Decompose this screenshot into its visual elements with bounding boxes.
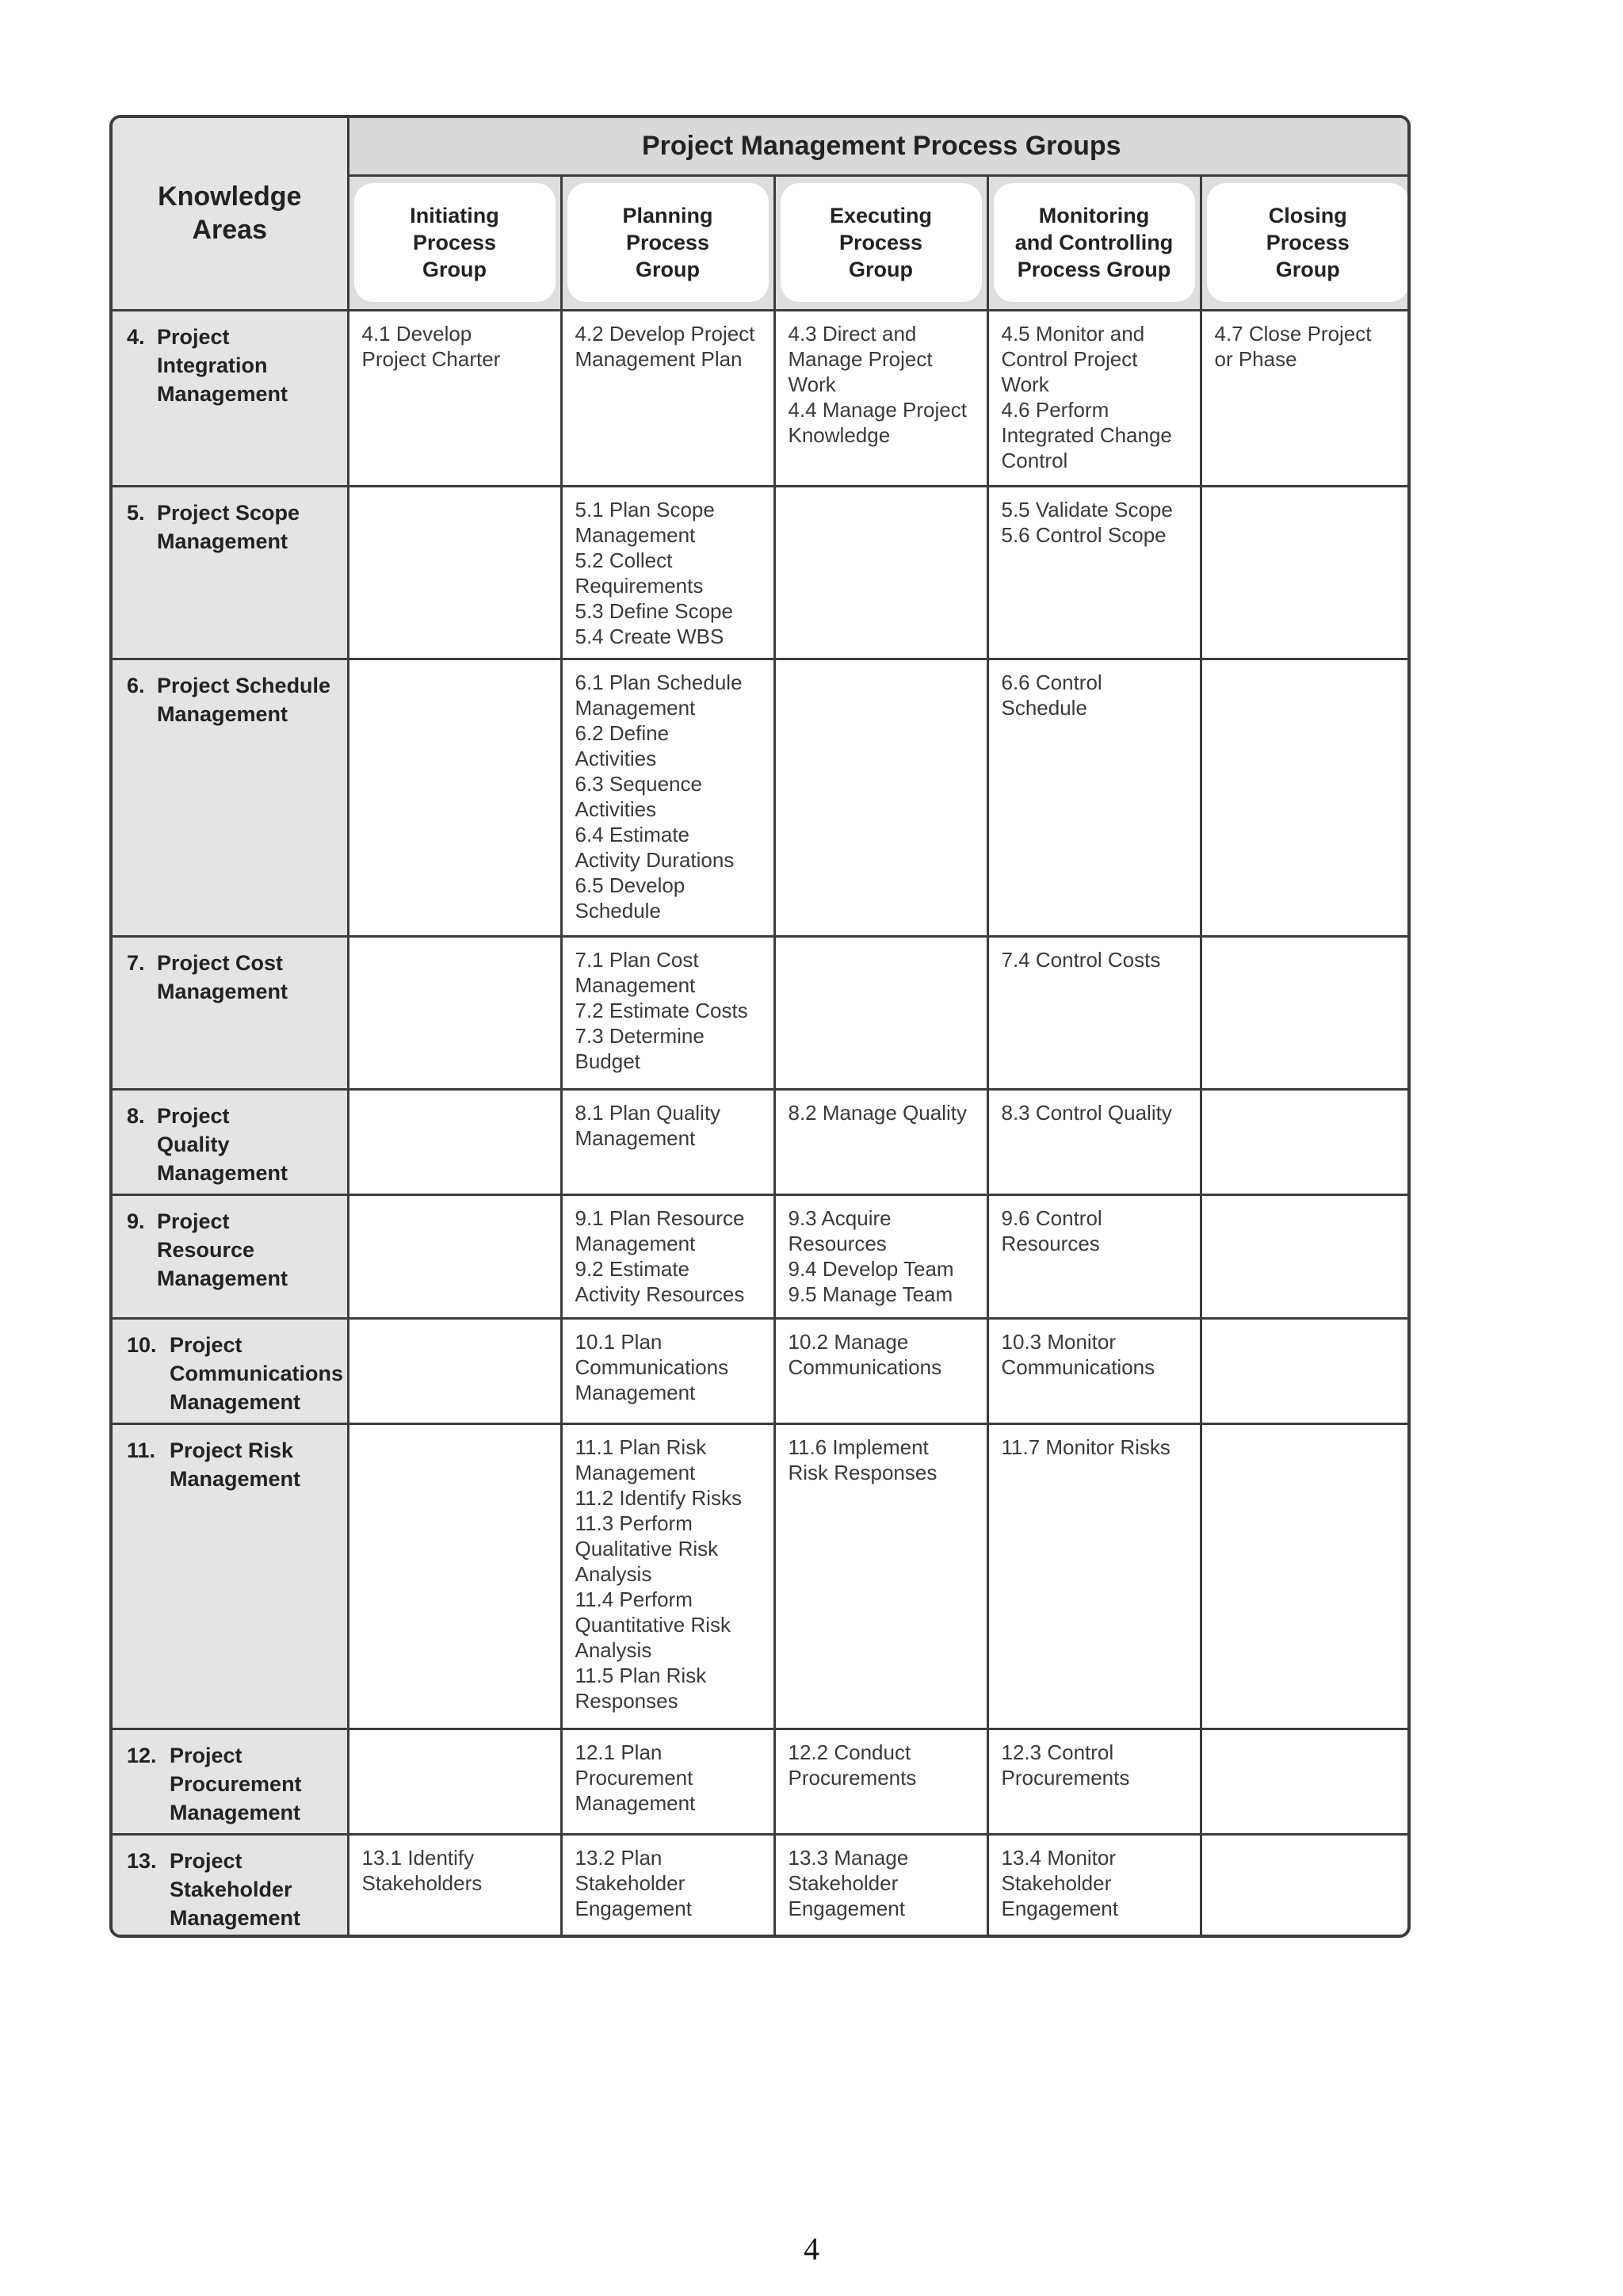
process-group-label: Monitoring and Controlling Process Group bbox=[994, 183, 1195, 302]
knowledge-area-label: Project Communications Management bbox=[170, 1332, 344, 1414]
process-cell-executing bbox=[774, 1318, 987, 1423]
knowledge-area-label: Project Quality Management bbox=[157, 1103, 288, 1185]
process-cell-monitoring-controlling bbox=[987, 1729, 1201, 1834]
process-item: 5.2 Collect Requirements bbox=[575, 548, 704, 598]
process-item: 5.1 Plan Scope Management bbox=[575, 497, 715, 547]
process-item: 4.7 Close Project or Phase bbox=[1214, 321, 1372, 371]
process-cell-closing bbox=[1201, 1318, 1411, 1423]
process-cell-initiating bbox=[348, 310, 561, 486]
process-group-label: Closing Process Group bbox=[1207, 183, 1410, 302]
process-cell-planning bbox=[561, 1423, 774, 1729]
process-cell-closing bbox=[1201, 1194, 1411, 1318]
process-cell-planning bbox=[561, 1729, 774, 1834]
process-cell-planning bbox=[561, 1089, 774, 1194]
process-item: 7.3 Determine Budget bbox=[575, 1023, 705, 1073]
process-item: 6.5 Develop Schedule bbox=[575, 873, 685, 923]
process-cell-initiating bbox=[348, 1089, 561, 1194]
process-item: 6.2 Define Activities bbox=[575, 720, 670, 770]
process-item: 4.6 Perform Integrated Change Control bbox=[1001, 397, 1172, 472]
knowledge-area-label: Project Cost Management bbox=[157, 950, 288, 1003]
process-item: 5.3 Define Scope bbox=[575, 598, 733, 623]
knowledge-area-label: Project Risk Management bbox=[170, 1438, 301, 1491]
process-item: 10.2 Manage Communications bbox=[788, 1329, 942, 1379]
process-cell-monitoring-controlling bbox=[987, 1089, 1201, 1194]
knowledge-area-cell bbox=[113, 1423, 348, 1729]
process-item: 11.3 Perform Qualitative Risk Analysis bbox=[575, 1511, 719, 1586]
process-group-header-executing bbox=[774, 175, 987, 310]
process-item: 11.7 Monitor Risks bbox=[1001, 1435, 1170, 1459]
process-cell-initiating bbox=[348, 1194, 561, 1318]
process-cell-executing bbox=[774, 1089, 987, 1194]
process-item: 6.1 Plan Schedule Management bbox=[575, 670, 743, 720]
knowledge-area-cell bbox=[113, 659, 348, 936]
process-item: 9.6 Control Resources bbox=[1001, 1205, 1102, 1255]
process-cell-closing bbox=[1201, 659, 1411, 936]
process-cell-initiating bbox=[348, 659, 561, 936]
knowledge-area-number: 8. bbox=[127, 1103, 145, 1128]
knowledge-area-number: 11. bbox=[127, 1438, 156, 1462]
knowledge-area-cell bbox=[113, 310, 348, 486]
process-group-label: Planning Process Group bbox=[567, 183, 769, 302]
process-item: 4.3 Direct and Manage Project Work bbox=[788, 321, 933, 396]
knowledge-area-label: Project Stakeholder Management bbox=[170, 1848, 301, 1930]
process-item: 5.6 Control Scope bbox=[1001, 522, 1167, 547]
process-item: 6.4 Estimate Activity Durations bbox=[575, 822, 735, 872]
table-row bbox=[113, 1318, 1411, 1423]
process-cell-monitoring-controlling bbox=[987, 1194, 1201, 1318]
process-item: 11.5 Plan Risk Responses bbox=[575, 1663, 707, 1713]
knowledge-area-cell bbox=[113, 1834, 348, 1938]
process-item: 9.4 Develop Team bbox=[788, 1256, 954, 1281]
process-cell-closing bbox=[1201, 310, 1411, 486]
process-cell-monitoring-controlling bbox=[987, 659, 1201, 936]
process-item: 7.4 Control Costs bbox=[1001, 947, 1161, 972]
process-cell-monitoring-controlling bbox=[987, 1834, 1201, 1938]
table-row bbox=[113, 1423, 1411, 1729]
process-cell-monitoring-controlling bbox=[987, 1318, 1201, 1423]
process-group-header-initiating bbox=[348, 175, 561, 310]
process-cell-closing bbox=[1201, 486, 1411, 659]
process-item: 9.1 Plan Resource Management bbox=[575, 1205, 745, 1255]
knowledge-area-number: 9. bbox=[127, 1209, 145, 1233]
knowledge-area-number: 5. bbox=[127, 500, 145, 525]
process-cell-monitoring-controlling bbox=[987, 486, 1201, 659]
process-cell-closing bbox=[1201, 1423, 1411, 1729]
process-cell-executing bbox=[774, 936, 987, 1089]
process-item: 13.1 Identify Stakeholders bbox=[361, 1845, 483, 1895]
process-group-header-planning bbox=[561, 175, 774, 310]
knowledge-area-number: 13. bbox=[127, 1848, 157, 1873]
knowledge-area-cell bbox=[113, 1089, 348, 1194]
process-cell-closing bbox=[1201, 1834, 1411, 1938]
process-groups-table bbox=[113, 118, 1411, 1938]
knowledge-area-number: 12. bbox=[127, 1743, 157, 1767]
process-item: 4.1 Develop Project Charter bbox=[361, 321, 501, 371]
process-cell-initiating bbox=[348, 936, 561, 1089]
process-cell-initiating bbox=[348, 486, 561, 659]
knowledge-area-label: Project Schedule Management bbox=[157, 673, 331, 726]
process-item: 12.2 Conduct Procurements bbox=[788, 1740, 917, 1790]
knowledge-area-cell bbox=[113, 1318, 348, 1423]
process-item: 12.1 Plan Procurement Management bbox=[575, 1740, 696, 1815]
process-item: 12.3 Control Procurements bbox=[1001, 1740, 1130, 1790]
process-item: 8.3 Control Quality bbox=[1001, 1100, 1172, 1125]
knowledge-areas-header: Knowledge Areas bbox=[113, 118, 348, 310]
process-item: 7.2 Estimate Costs bbox=[575, 998, 748, 1022]
table-row bbox=[113, 659, 1411, 936]
process-groups-title: Project Management Process Groups bbox=[348, 118, 1411, 175]
process-cell-planning bbox=[561, 1834, 774, 1938]
knowledge-area-cell bbox=[113, 486, 348, 659]
knowledge-area-label: Project Scope Management bbox=[157, 500, 300, 553]
process-item: 8.1 Plan Quality Management bbox=[575, 1100, 721, 1150]
table-row bbox=[113, 310, 1411, 486]
knowledge-area-cell bbox=[113, 1729, 348, 1834]
process-item: 11.6 Implement Risk Responses bbox=[788, 1435, 938, 1484]
process-item: 9.3 Acquire Resources bbox=[788, 1205, 892, 1255]
process-item: 5.4 Create WBS bbox=[575, 624, 724, 648]
process-cell-planning bbox=[561, 486, 774, 659]
table-row bbox=[113, 1729, 1411, 1834]
process-group-label: Executing Process Group bbox=[781, 183, 982, 302]
process-group-header-closing bbox=[1201, 175, 1411, 310]
process-cell-initiating bbox=[348, 1834, 561, 1938]
knowledge-area-cell bbox=[113, 936, 348, 1089]
process-cell-executing bbox=[774, 1834, 987, 1938]
table-row bbox=[113, 1194, 1411, 1318]
process-cell-executing bbox=[774, 659, 987, 936]
process-cell-closing bbox=[1201, 1089, 1411, 1194]
process-groups-table-frame bbox=[109, 115, 1411, 1938]
process-item: 10.1 Plan Communications Management bbox=[575, 1329, 729, 1404]
process-cell-closing bbox=[1201, 936, 1411, 1089]
process-item: 4.4 Manage Project Knowledge bbox=[788, 397, 967, 447]
table-row bbox=[113, 1089, 1411, 1194]
process-item: 11.4 Perform Quantitative Risk Analysis bbox=[575, 1587, 731, 1662]
process-item: 13.4 Monitor Stakeholder Engagement bbox=[1001, 1845, 1118, 1920]
process-cell-initiating bbox=[348, 1318, 561, 1423]
table-row bbox=[113, 1834, 1411, 1938]
knowledge-area-number: 6. bbox=[127, 673, 145, 697]
page-number: 4 bbox=[804, 2231, 819, 2267]
process-cell-initiating bbox=[348, 1423, 561, 1729]
process-cell-closing bbox=[1201, 1729, 1411, 1834]
knowledge-area-label: Project Procurement Management bbox=[170, 1743, 302, 1824]
process-item: 7.1 Plan Cost Management bbox=[575, 947, 699, 997]
process-item: 4.5 Monitor and Control Project Work bbox=[1001, 321, 1145, 396]
process-item: 9.2 Estimate Activity Resources bbox=[575, 1256, 745, 1306]
process-cell-planning bbox=[561, 310, 774, 486]
process-cell-planning bbox=[561, 1318, 774, 1423]
process-cell-planning bbox=[561, 936, 774, 1089]
process-cell-monitoring-controlling bbox=[987, 310, 1201, 486]
process-cell-executing bbox=[774, 1194, 987, 1318]
process-item: 6.3 Sequence Activities bbox=[575, 771, 702, 821]
process-cell-monitoring-controlling bbox=[987, 936, 1201, 1089]
process-cell-planning bbox=[561, 1194, 774, 1318]
process-item: 11.2 Identify Risks bbox=[575, 1485, 743, 1510]
process-cell-executing bbox=[774, 1423, 987, 1729]
process-item: 10.3 Monitor Communications bbox=[1001, 1329, 1155, 1379]
process-item: 9.5 Manage Team bbox=[788, 1282, 953, 1306]
table-row bbox=[113, 936, 1411, 1089]
process-cell-executing bbox=[774, 310, 987, 486]
process-cell-initiating bbox=[348, 1729, 561, 1834]
table-row bbox=[113, 486, 1411, 659]
knowledge-area-cell bbox=[113, 1194, 348, 1318]
process-item: 13.2 Plan Stakeholder Engagement bbox=[575, 1845, 692, 1920]
process-item: 13.3 Manage Stakeholder Engagement bbox=[788, 1845, 909, 1920]
process-cell-executing bbox=[774, 486, 987, 659]
process-item: 4.2 Develop Project Management Plan bbox=[575, 321, 755, 371]
process-group-label: Initiating Process Group bbox=[354, 183, 556, 302]
process-group-header-monitoring-controlling bbox=[987, 175, 1201, 310]
process-item: 8.2 Manage Quality bbox=[788, 1100, 967, 1125]
process-cell-executing bbox=[774, 1729, 987, 1834]
knowledge-area-number: 4. bbox=[127, 324, 145, 349]
process-cell-monitoring-controlling bbox=[987, 1423, 1201, 1729]
knowledge-area-label: Project Resource Management bbox=[157, 1209, 288, 1290]
knowledge-area-number: 10. bbox=[127, 1332, 157, 1357]
process-item: 5.5 Validate Scope bbox=[1001, 497, 1173, 521]
process-item: 11.1 Plan Risk Management bbox=[575, 1435, 707, 1484]
process-cell-planning bbox=[561, 659, 774, 936]
knowledge-area-label: Project Integration Management bbox=[157, 324, 288, 406]
process-item: 6.6 Control Schedule bbox=[1001, 670, 1102, 720]
knowledge-area-number: 7. bbox=[127, 950, 145, 975]
